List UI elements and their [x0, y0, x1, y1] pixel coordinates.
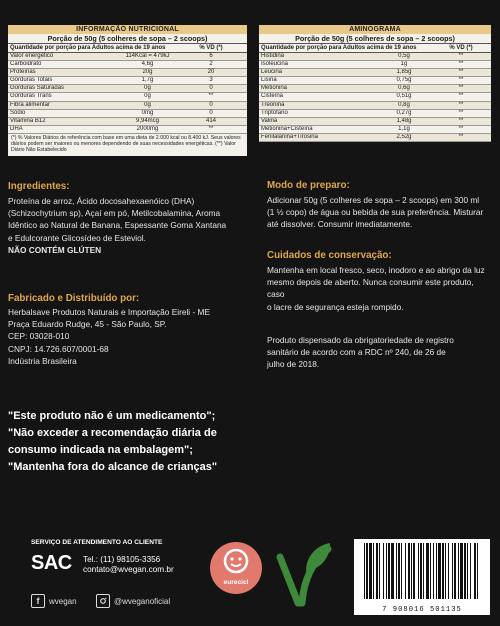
- barcode-bar: [373, 543, 374, 599]
- sac-title: SERVIÇO DE ATENDIMENTO AO CLIENTE: [31, 539, 163, 546]
- barcode-bar: [477, 543, 478, 599]
- barcode-bar: [376, 543, 378, 599]
- barcode-bar: [408, 543, 410, 599]
- barcode-bar: [445, 543, 446, 599]
- exemption-text: Produto dispensado da obrigatoriedade de registro sanitário de acordo com a RDC nº 240, de 26 de julho de 2018.: [267, 335, 454, 370]
- barcode-bar: [460, 543, 463, 599]
- sac-phone: Tel.: (11) 98105-3356: [83, 555, 161, 564]
- aminogram-table-row: Metionina+Cisteína 1,1g **: [259, 126, 491, 134]
- aminogram-table-row: Leucina 1,85g **: [259, 69, 491, 77]
- sac-contacts: [83, 555, 174, 575]
- aminogram-table-row: Treonina 0,8g **: [259, 102, 491, 110]
- sac-email: contato@wvegan.com.br: [83, 565, 174, 574]
- barcode-bar: [438, 543, 441, 599]
- nutrition-table-row: Gorduras Totais 1,7g 3: [8, 77, 247, 85]
- preparation-text: Adicionar 50g (5 colheres de sopa – 2 scoops) em 300 ml (1 ½ copo) de água ou bebida de sua preferência. Misturar até dissolver. Consumir imediatamente.: [267, 195, 484, 230]
- aminogram-header: Quantidade por porção para Adultos acima de 19 anos % VD (*): [259, 44, 491, 53]
- recycle-face-icon: [210, 542, 262, 594]
- barcode-bar: [369, 543, 372, 599]
- barcode-bar: [452, 543, 453, 599]
- facebook-icon: f: [31, 594, 45, 608]
- social-facebook: f wvegan: [31, 593, 77, 609]
- barcode-bar: [454, 543, 456, 599]
- conservation-text: Mantenha em local fresco, seco, inodoro e ao abrigo da luz mesmo depois de aberto. Nunca consumir este produto, caso o lacre de segurança esteja rompido.: [267, 265, 485, 312]
- barcode-bar: [458, 543, 459, 599]
- warnings: "Este produto não é um medicamento"; "Não exceder a recomendação diária de consumo indicada na embalagem"; "Mantenha fora do alcance de crianças": [8, 410, 218, 473]
- barcode-bar: [418, 543, 419, 599]
- manufacturer-heading: Fabricado e Distribuído por:: [8, 293, 140, 304]
- barcode-bar: [411, 543, 412, 599]
- ingredients-text: Proteína de arroz, Ácido docosahexaenóico (DHA) (Schizochytrium sp), Açaí em pó, Metilcobalamina, Aroma Idêntico ao Natural de Banana, Espessante Goma Xantana e Edulcorante Glicosídeo de Esteviol. NÃO CONTÉM GLÚTEN: [8, 195, 248, 256]
- nutrition-table-row: Gorduras Saturadas 0g 0: [8, 85, 247, 93]
- gluten-notice: NÃO CONTÉM GLÚTEN: [8, 244, 102, 255]
- nutrition-table-row: Valor energético 114Kcal = 479kJ 6: [8, 53, 247, 61]
- barcode-bar: [364, 543, 365, 599]
- barcode-bar: [396, 543, 397, 599]
- barcode-bar: [448, 543, 449, 599]
- aminogram-title: AMINOGRAMA: [259, 25, 491, 34]
- nutrition-table-row: Proteínas 20g 20: [8, 69, 247, 77]
- barcode-bar: [474, 543, 476, 599]
- nutrition-footnote: (*) % Valores Diários de referência com base em uma dieta de 2.000 kcal ou 8.400 kJ. Seus valores diários podem ser maiores ou menores dependendo de suas necessidades energéticas. (**) Valor Diário Não Estabelecido: [11, 134, 241, 154]
- aminogram-portion: Porção de 50g (5 colheres de sopa – 2 scoops): [259, 34, 491, 44]
- nutrition-table-row: Carboidrato 4,6g 2: [8, 61, 247, 69]
- recycle-label: eurecicl: [223, 579, 249, 586]
- barcode-bar: [386, 543, 387, 599]
- nutrition-table-row: Fibra alimentar 0g 0: [8, 102, 247, 110]
- barcode-bar: [433, 543, 434, 599]
- barcode-number: 7 908016 501135: [382, 606, 462, 614]
- preparation-heading: Modo de preparo:: [267, 180, 350, 191]
- aminogram-table-row: Metionina 0,6g **: [259, 85, 491, 93]
- barcode-bar: [366, 543, 368, 599]
- aminogram-table-row: Histidina 0,5g **: [259, 53, 491, 61]
- barcode-bar: [401, 543, 402, 599]
- barcode-bar: [405, 543, 406, 599]
- nutrition-portion: Porção de 50g (5 colheres de sopa – 2 scoops): [8, 34, 247, 44]
- aminogram-table-row: Valina 1,48g **: [259, 118, 491, 126]
- nutrition-header: Quantidade por porção para Adultos acima de 19 anos % VD (*): [8, 44, 247, 53]
- nutrition-table-row: Gorduras Trans 0g **: [8, 93, 247, 101]
- ingredients-heading: Ingredientes:: [8, 181, 70, 192]
- aminogram-table-row: Cisteína 0,51g **: [259, 93, 491, 101]
- aminogram-table-row: Fenilalanina+Tirosina 2,52g **: [259, 134, 491, 142]
- barcode-bar: [467, 543, 468, 599]
- aminogram-table-row: Triptofano 0,27g **: [259, 110, 491, 118]
- barcode-bar: [426, 543, 429, 599]
- barcode-bars: [354, 539, 490, 601]
- barcode-bar: [423, 543, 424, 599]
- nutrition-title: INFORMAÇÃO NUTRICIONAL: [8, 25, 247, 34]
- nutrition-table-row: Sódio 0mg 0: [8, 110, 247, 118]
- nutrition-table-row: Vitamina B12 9,94mcg 414: [8, 118, 247, 126]
- barcode-bar: [470, 543, 471, 599]
- barcode: [354, 539, 490, 615]
- sac-logo: SAC: [31, 552, 72, 574]
- instagram-icon: [96, 594, 110, 608]
- vegan-leaf-icon: [272, 539, 334, 609]
- aminogram-table: [259, 25, 491, 142]
- barcode-bar: [436, 543, 437, 599]
- barcode-bar: [383, 543, 384, 599]
- manufacturer-text: Herbalsave Produtos Naturais e Importação Eireli - ME Praça Eduardo Rudge, 45 - São Paulo, SP. CEP: 03028-010 CNPJ: 14.726.607/0001-68 Indústria Brasileira: [8, 307, 210, 366]
- barcode-bar: [379, 543, 380, 599]
- barcode-bar: [413, 543, 415, 599]
- recycle-badge: [210, 542, 262, 594]
- barcode-bar: [398, 543, 400, 599]
- aminogram-table-row: Isoleucina 1g **: [259, 61, 491, 69]
- nutrition-table-row: DHA 2000mg **: [8, 126, 247, 134]
- aminogram-table-row: Lisina 0,75g **: [259, 77, 491, 85]
- barcode-bar: [420, 543, 422, 599]
- barcode-bar: [464, 543, 466, 599]
- barcode-bar: [430, 543, 431, 599]
- barcode-bar: [442, 543, 444, 599]
- barcode-bar: [391, 543, 394, 599]
- social-instagram: @wveganoficial: [96, 593, 170, 609]
- barcode-bar: [388, 543, 390, 599]
- conservation-heading: Cuidados de conservação:: [267, 250, 392, 261]
- nutrition-table: [8, 25, 247, 156]
